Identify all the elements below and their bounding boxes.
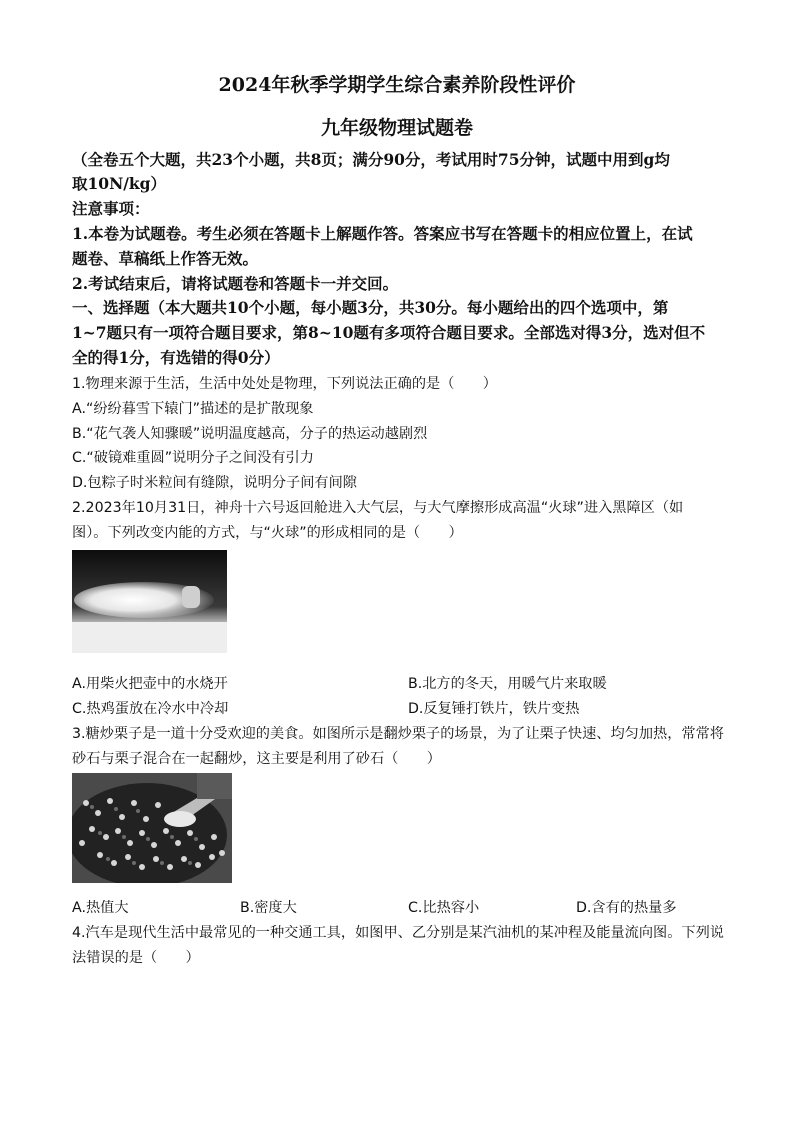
exam-subtitle: 九年级物理试题卷 bbox=[320, 117, 473, 139]
question-option: A.用柴火把壶中的水烧开 bbox=[72, 676, 228, 692]
intro-line: （全卷五个大题，共23个小题，共8页；满分90分，考试用时75分钟，试题中用到g均 bbox=[72, 150, 670, 169]
notice-item: 2.考试结束后，请将试题卷和答题卡一并交回。 bbox=[72, 274, 399, 293]
question-option: D.反复锤打铁片，铁片变热 bbox=[408, 701, 580, 717]
question-stem: 砂石与栗子混合在一起翻炒，这主要是利用了砂石（ ） bbox=[72, 751, 441, 767]
question-option: C.热鸡蛋放在冷水中冷却 bbox=[72, 701, 229, 717]
chestnut-photo bbox=[72, 773, 232, 883]
fireball-image bbox=[72, 550, 227, 653]
question-option: C.“破镜难重圆”说明分子之间没有引力 bbox=[72, 450, 314, 466]
question-option: B.北方的冬天，用暖气片来取暖 bbox=[408, 676, 607, 692]
question-option: B.“花气袭人知骤暖”说明温度越高，分子的热运动越剧烈 bbox=[72, 426, 428, 442]
question-stem: 2.2023年10月31日，神舟十六号返回舱进入大气层，与大气摩擦形成高温“火球”进入黑障区（如 bbox=[72, 500, 684, 516]
question-stem: 法错误的是（ ） bbox=[72, 950, 200, 966]
chestnut-image bbox=[72, 773, 232, 883]
question-option: B.密度大 bbox=[240, 900, 297, 916]
fireball-photo bbox=[72, 550, 227, 653]
notice-item: 1.本卷为试题卷。考生必须在答题卡上解题作答。答案应书写在答题卡的相应位置上，在试 bbox=[72, 224, 693, 243]
question-option: D.包粽子时米粒间有缝隙，说明分子间有间隙 bbox=[72, 475, 357, 491]
section-heading: 一、选择题（本大题共10个小题，每小题3分，共30分。每小题给出的四个选项中，第 bbox=[72, 298, 669, 317]
question-option: D.含有的热量多 bbox=[576, 900, 677, 916]
notice-item: 题卷、草稿纸上作答无效。 bbox=[72, 249, 259, 268]
exam-title: 2024年秋季学期学生综合素养阶段性评价 bbox=[218, 74, 576, 96]
intro-line: 取10N/kg） bbox=[72, 174, 166, 193]
question-option: C.比热容小 bbox=[408, 900, 480, 916]
question-stem: 图）。下列改变内能的方式，与“火球”的形成相同的是（ ） bbox=[72, 525, 463, 541]
question-stem: 1.物理来源于生活，生活中处处是物理，下列说法正确的是（ ） bbox=[72, 376, 497, 392]
question-stem: 4.汽车是现代生活中最常见的一种交通工具，如图甲、乙分别是某汽油机的某冲程及能量流向图。下列说 bbox=[72, 925, 724, 941]
section-heading: 全的得1分，有选错的得0分） bbox=[72, 348, 280, 367]
notice-title: 注意事项： bbox=[72, 199, 150, 218]
question-stem: 3.糖炒栗子是一道十分受欢迎的美食。如图所示是翻炒栗子的场景，为了让栗子快速、均匀加热，常常将 bbox=[72, 726, 724, 742]
question-option: A.“纷纷暮雪下辕门”描述的是扩散现象 bbox=[72, 401, 314, 417]
question-option: A.热值大 bbox=[72, 900, 129, 916]
section-heading: 1~7题只有一项符合题目要求，第8~10题有多项符合题目要求。全部选对得3分，选对但不 bbox=[72, 323, 706, 342]
